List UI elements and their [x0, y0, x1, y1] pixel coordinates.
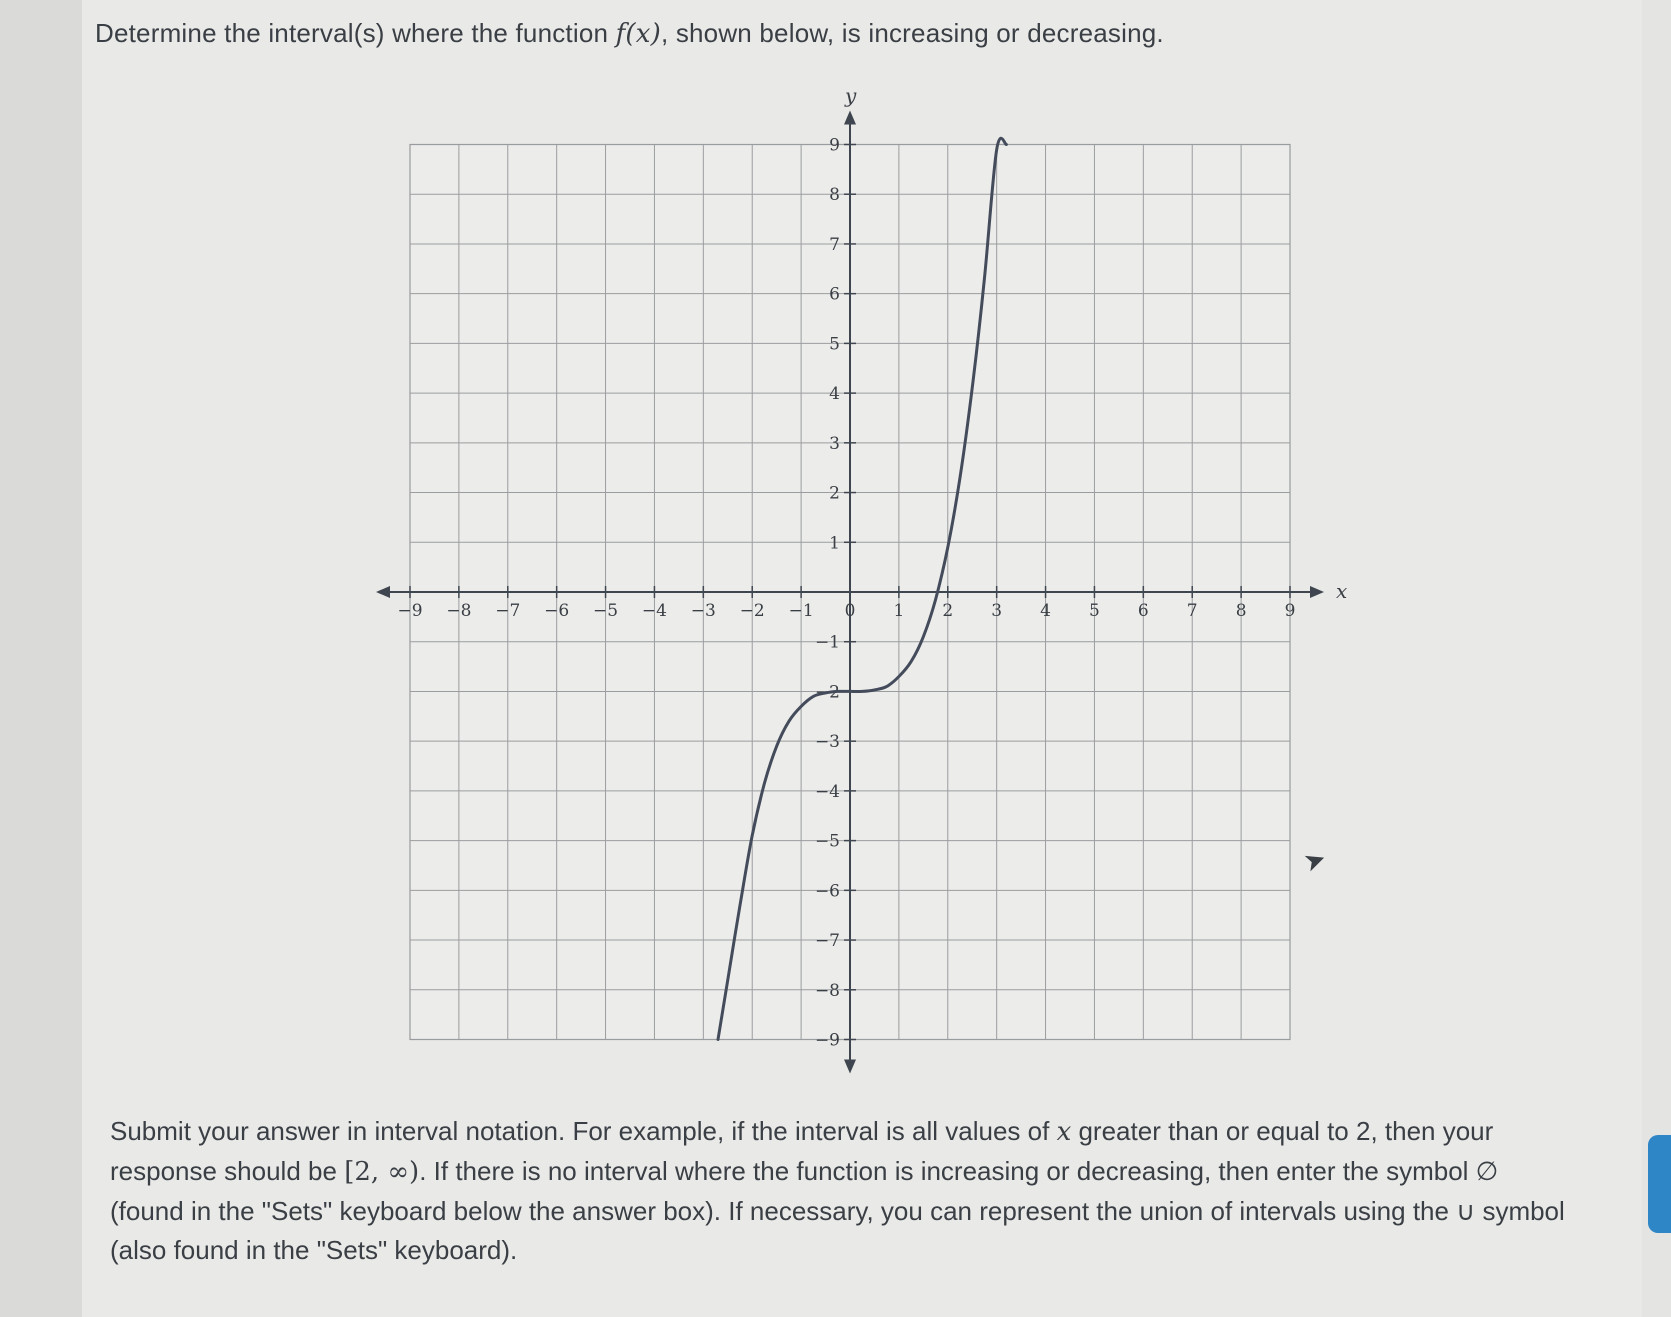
function-graph: [340, 80, 1360, 1080]
question-text: [95, 18, 1164, 49]
x-tick-label: −6: [544, 601, 570, 621]
y-tick-label: 8: [829, 185, 840, 206]
y-axis-label: y: [845, 83, 857, 108]
x-tick-label: 4: [1040, 601, 1051, 621]
y-tick-label: −9: [814, 1030, 840, 1051]
instructions-text: [110, 1112, 1570, 1270]
y-tick-label: −3: [814, 732, 840, 753]
side-panel-tab[interactable]: [1648, 1135, 1671, 1233]
mouse-cursor-icon: ➤: [1299, 842, 1331, 878]
x-tick-label: −3: [690, 601, 716, 621]
y-tick-label: 6: [829, 284, 840, 305]
y-tick-label: 7: [829, 234, 840, 255]
x-tick-label: −5: [593, 601, 619, 621]
y-tick-label: −4: [814, 781, 840, 802]
y-tick-label: 5: [829, 334, 840, 355]
y-tick-label: 4: [829, 384, 840, 405]
question-prefix: Determine the interval(s) where the function: [95, 18, 609, 48]
x-tick-label: 5: [1089, 601, 1100, 621]
x-tick-label: 8: [1235, 601, 1247, 621]
left-margin-strip: [0, 0, 82, 1317]
x-tick-label: −2: [739, 601, 765, 621]
x-tick-label: 2: [942, 601, 954, 621]
instructions-part3: . If there is no interval where the function is increasing or decreasing, then enter the symbol ∅ (found in the "Sets" keyboard below the answer box). If necessary, you can represent the union of intervals using the ∪ symbol (also found in the "Sets" keyboard).: [110, 1156, 1565, 1265]
y-tick-label: 3: [829, 433, 840, 454]
y-tick-label: −1: [814, 632, 840, 653]
y-tick-label: 2: [829, 483, 840, 504]
x-tick-label: 3: [991, 601, 1003, 621]
y-axis-up-arrow-icon: [844, 111, 856, 125]
instructions-example: [2, ∞): [344, 1157, 420, 1187]
x-tick-label: 1: [893, 601, 905, 621]
y-tick-label: 1: [829, 533, 840, 554]
x-axis-label: x: [1336, 579, 1348, 603]
y-tick-label: −2: [814, 682, 840, 703]
x-tick-label: 9: [1284, 601, 1296, 621]
x-axis-right-arrow-icon: [1310, 586, 1324, 598]
x-tick-label: −8: [446, 601, 472, 621]
x-tick-label: −7: [495, 601, 521, 621]
instructions-part1: Submit your answer in interval notation. For example, if the interval is all values of: [110, 1116, 1050, 1146]
y-tick-label: −8: [814, 980, 840, 1001]
y-tick-label: −5: [814, 831, 840, 852]
x-tick-label: −1: [788, 601, 814, 621]
x-axis-left-arrow-icon: [376, 586, 390, 598]
function-name: f(x): [615, 19, 661, 49]
x-tick-label: 7: [1186, 601, 1198, 621]
instructions-part2: greater than or equal to 2, then your response should be: [110, 1116, 1494, 1186]
y-axis-down-arrow-icon: [844, 1060, 856, 1074]
y-tick-label: −6: [814, 881, 840, 902]
instructions-var: x: [1056, 1117, 1072, 1147]
question-suffix: , shown below, is increasing or decreasing.: [660, 18, 1164, 48]
y-tick-label: −7: [814, 931, 840, 952]
x-tick-label: 0: [844, 601, 856, 621]
x-tick-label: 6: [1137, 601, 1149, 621]
x-tick-label: −9: [397, 601, 423, 621]
x-tick-label: −4: [641, 601, 667, 621]
y-tick-label: 9: [829, 135, 840, 156]
